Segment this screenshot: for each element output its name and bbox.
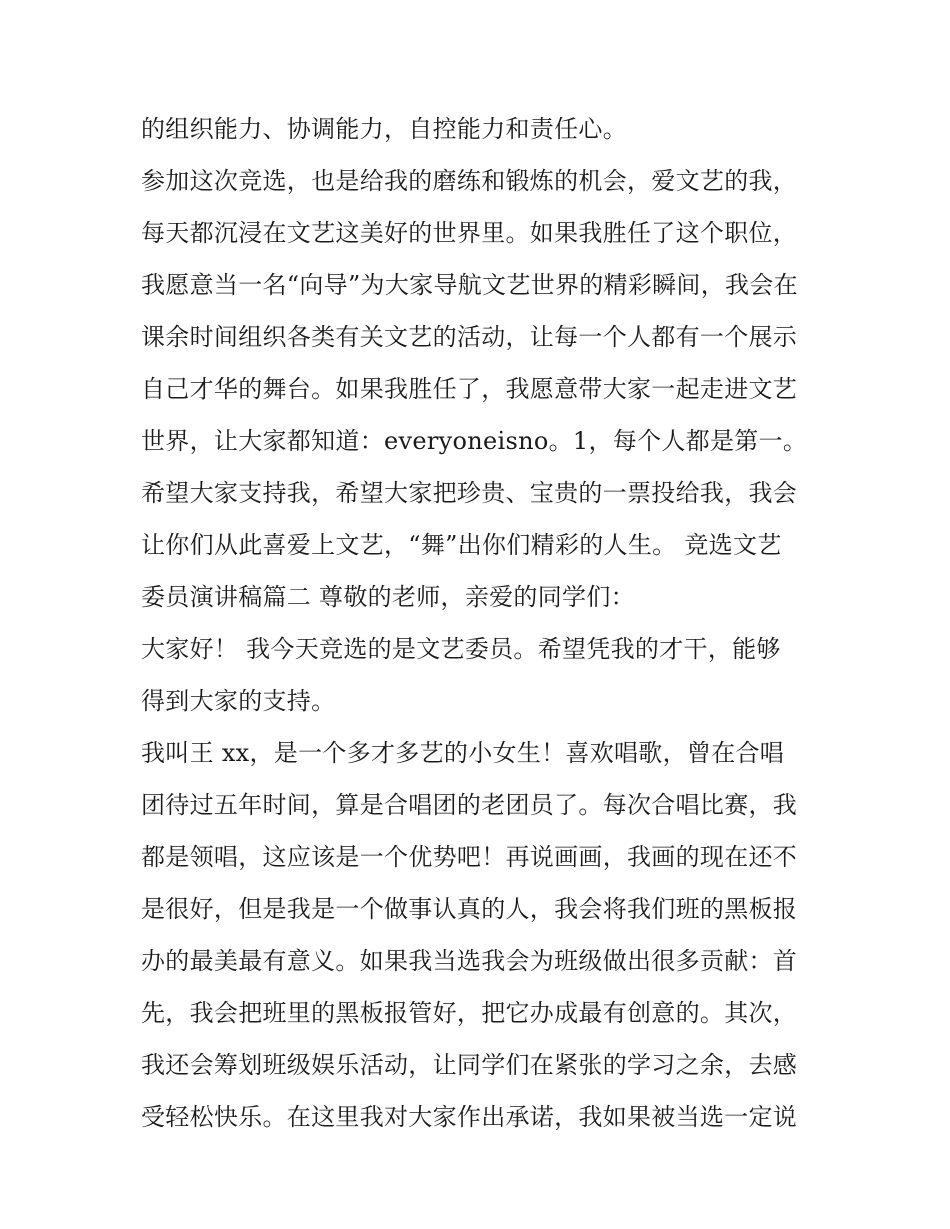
text-line: 办的最美最有意义。如果我当选我会为班级做出很多贡献：首 — [141, 947, 798, 975]
text-line: 每天都沉浸在文艺这美好的世界里。如果我胜任了这个职位， — [141, 219, 798, 247]
text-line: 大家好！ 我今天竞选的是文艺委员。希望凭我的才干，能够 — [141, 635, 781, 663]
text-line: 团待过五年时间，算是合唱团的老团员了。每次合唱比赛，我 — [141, 791, 798, 819]
text-line: 的组织能力、协调能力，自控能力和责任心。 — [141, 115, 627, 143]
text-line: 受轻松快乐。在这里我对大家作出承诺，我如果被当选一定说 — [141, 1103, 798, 1131]
text-line: 我叫王 xx，是一个多才多艺的小女生！喜欢唱歌，曾在合唱 — [141, 739, 785, 767]
document-body — [141, 107, 821, 1147]
text-line: 课余时间组织各类有关文艺的活动，让每一个人都有一个展示 — [141, 323, 798, 351]
text-line: 希望大家支持我，希望大家把珍贵、宝贵的一票投给我，我会 — [141, 479, 798, 507]
text-line: 我愿意当一名“向导”为大家导航文艺世界的精彩瞬间，我会在 — [141, 271, 798, 299]
text-line: 参加这次竞选，也是给我的磨练和锻炼的机会，爱文艺的我， — [141, 167, 798, 195]
text-line: 我还会筹划班级娱乐活动，让同学们在紧张的学习之余，去感 — [141, 1051, 798, 1079]
text-line: 让你们从此喜爱上文艺，“舞”出你们精彩的人生。 竞选文艺 — [141, 531, 782, 559]
text-line: 得到大家的支持。 — [141, 687, 336, 715]
text-line: 是很好，但是我是一个做事认真的人，我会将我们班的黑板报 — [141, 895, 798, 923]
text-line: 自己才华的舞台。如果我胜任了，我愿意带大家一起走进文艺 — [141, 375, 798, 403]
text-line: 都是领唱，这应该是一个优势吧！再说画画，我画的现在还不 — [141, 843, 798, 871]
text-line: 先，我会把班里的黑板报管好，把它办成最有创意的。其次， — [141, 999, 798, 1027]
text-line: 世界，让大家都知道：everyoneisno。1，每个人都是第一。 — [141, 427, 808, 455]
text-line: 委员演讲稿篇二 尊敬的老师，亲爱的同学们： — [141, 583, 635, 611]
